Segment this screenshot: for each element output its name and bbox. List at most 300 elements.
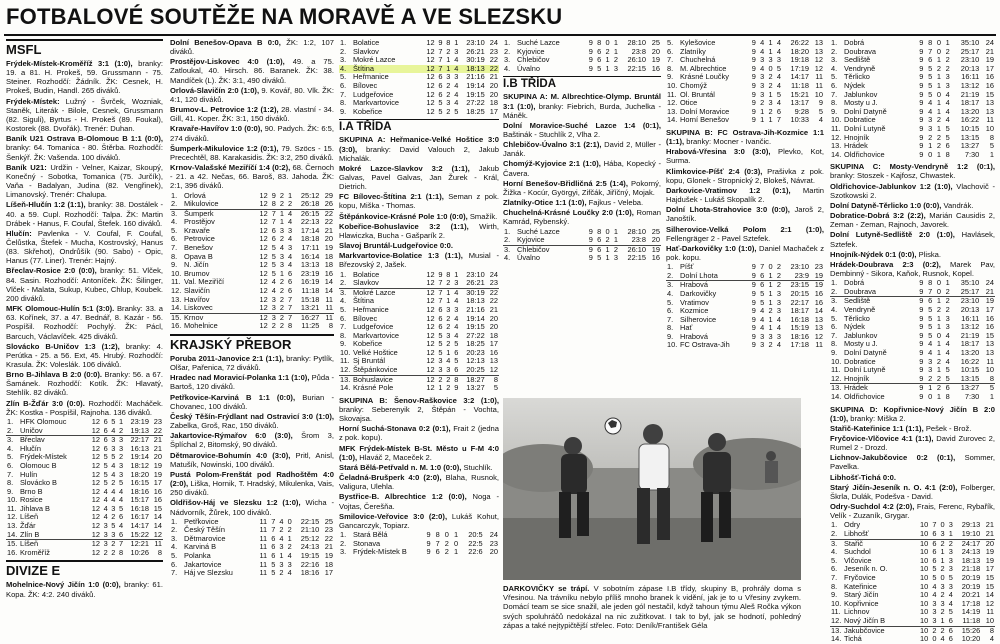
standings-played: 12 [259,225,268,235]
standings-losses: 3 [776,331,781,341]
standings-played: 9 [919,356,924,366]
standings-team: Mokré Lazce [353,287,396,297]
standings-played: 12 [259,294,268,304]
standings-team: Dolní Lutyně [844,123,886,133]
result-report [339,424,499,442]
standings-score: 18:13 [961,555,981,565]
standings-played: 12 [91,503,100,513]
standings-losses: 4 [454,296,459,306]
standings-played: 9 [919,115,924,125]
standings-score: 13:20 [960,347,980,357]
standings-losses: 5 [945,123,950,133]
standings-row [170,569,334,578]
standings-table [339,531,499,557]
standings-draws: 1 [936,365,941,375]
standings-team: Hrádek [844,141,868,151]
standings-rank: 3. [7,435,14,445]
match-result: Slavoj Bruntál-Ludgeřovice 0:0. [339,241,453,251]
match-result: Hnojník-Nýdek 0:1 (0:0), [830,249,917,259]
standings-wins: 6 [103,435,108,445]
match-details: Roman Kamrád, Rybenský. [503,208,661,227]
standings-score: 20:13 [960,63,980,73]
standings-points: 11 [986,115,994,125]
standings-wins: 6 [757,272,765,281]
standings-rank: 10. [171,268,182,278]
standings-played: 12 [255,304,269,313]
standings-team: Bolatice [353,269,380,279]
standings-row [666,116,824,125]
standings-losses: 8 [945,391,950,401]
standings-losses: 2 [945,296,950,306]
match-result: Dobratice-Dobrá 3:2 (2:2), [830,211,926,221]
match-details: Vlachovič - Szotkowski 2. [830,181,995,200]
standings-row [170,304,334,313]
standings-team: Mokré Lazce [353,55,396,65]
standings-team: Brno B [20,486,43,496]
headline-rule [4,34,996,36]
standings-rank: 7. [831,89,838,99]
standings-wins: 5 [271,251,276,261]
standings-score: 23:15 [790,280,809,290]
standings-losses: 4 [945,339,950,349]
standings-team: Úvalno [517,63,541,73]
standings-played: 12 [426,330,435,340]
standings-played: 12 [426,72,435,82]
result-report [830,260,995,278]
standings-played: 9 [751,288,756,298]
standings-score: 11:18 [301,286,320,296]
standings-played: 11 [259,559,268,569]
standings-score: 18:27 [466,374,485,384]
standings-rank: 11. [667,89,677,99]
standings-draws: 2 [279,294,284,304]
standings-losses: 4 [119,495,124,505]
standings-team: Kravaře [184,225,210,235]
standings-score: 22:17 [790,297,809,307]
match-result: Chomýž-Kyjovice 2:1 (1:0), [503,159,601,169]
result-report [830,424,995,433]
section-heading-ia-trida: I.A TŘÍDA [339,119,499,134]
match-details: branky: Mocner - Ivančic. [684,137,772,147]
standings-points: 25 [324,516,333,526]
column-msfl [6,38,163,642]
standings-draws: 1 [768,38,773,47]
standings-losses: 6 [945,141,950,151]
standings-wins: 6 [594,236,602,245]
standings-team: Karviná B [184,542,217,552]
standings-wins: 5 [271,243,276,253]
result-report [830,162,995,180]
standings-wins: 7 [271,208,276,218]
result-report [6,97,163,134]
standings-team: Stonava [353,538,381,548]
standings-team: Kyjovice [516,236,586,245]
standings-losses: 4 [288,208,293,218]
match-result: SKUPINA B: Šenov-Raškovice 3:2 (1:0), [339,395,499,405]
standings-points: 21 [489,72,498,82]
match-details: branky: Fiebrich, Burda, Juchelka - Máněk. [503,101,661,120]
standings-draws: 2 [111,478,116,488]
match-result: FC Bílovec-Štítina 2:1 (1:1), [339,192,444,202]
standings-draws: 0 [444,530,449,540]
standings-points: 13 [814,323,823,333]
standings-team: Slavičín [184,286,210,296]
result-report [6,266,163,303]
standings-played: 12 [259,234,268,244]
standings-wins: 3 [760,80,765,90]
standings-score: 20:5 [468,530,483,540]
standings-rank: 6. [340,80,347,90]
match-result: Bystřice-B. Albrechtice 1:2 (0:0), [339,492,467,502]
standings-score: 23:8 [619,236,647,245]
standings-score: 16:17 [130,512,150,522]
standings-rank: 2. [503,236,516,245]
standings-points: 12 [814,55,823,65]
standings-draws: 2 [279,286,284,296]
match-details: 9. Kovář, 80. Vlk. ŽK: 4:1, 120 diváků. [170,85,334,104]
page-headline: FOTBALOVÉ SOUTĚŽE NA MORAVĚ A VE SLEZSKU [6,4,563,29]
standings-rank: 3. [340,287,347,297]
match-details: 68. Černoch - 21. a 42. Nečas, 66. Baroš, 83. Jahoda. ŽK: 2:1, 396 diváků. [170,163,334,191]
standings-points: 13 [985,339,994,349]
standings-score: 19:10 [954,530,981,539]
standings-points: 15 [985,572,994,582]
standings-points: 24 [489,269,498,279]
result-report [830,405,995,423]
match-details: Frais, Ferenc, Rybařík, Velík - Zuzaník, Grygar. [830,502,995,521]
standings-played: 10 [920,598,929,608]
match-details: Pritl, Anisl, Matušík, Nowinski, 100 diváků. [170,450,334,469]
standings-score: 28:10 [627,38,646,47]
standings-points: 29 [324,190,333,200]
standings-score: 15:18 [300,294,320,304]
standings-points: 26 [320,200,334,209]
standings-points: 15 [985,581,994,591]
standings-draws: 3 [940,581,945,591]
standings-points: 22 [324,533,333,543]
standings-losses: 3 [948,564,953,574]
standings-losses: 4 [119,486,124,496]
standings-team: Jablunkov [844,330,878,340]
standings-losses: 4 [945,89,950,99]
standings-points: 21 [981,530,995,539]
standings-wins: 4 [928,98,933,108]
standings-losses: 4 [454,55,459,65]
standings-played: 9 [919,132,924,142]
standings-score: 26:10 [627,244,646,254]
result-report [6,163,163,200]
standings-rank: 4. [831,304,838,314]
standings-team: Libhošť [843,530,916,539]
standings-wins: 7 [438,296,443,306]
standings-points: 11 [986,607,994,617]
standings-team: Dolní Datyně [844,347,887,357]
standings-team: Šumperk [184,208,214,218]
result-report [170,373,334,391]
standings-points: 18 [489,98,498,108]
standings-losses: 4 [287,568,292,578]
standings-team: Olomouc B [20,460,57,470]
standings-losses: 4 [945,330,950,340]
match-details: branky: Stoszek - Kajfosz, Chwastek. [830,171,956,181]
standings-wins: 3 [928,356,933,366]
standings-rank: 3. [831,538,838,548]
standings-draws: 1 [768,323,773,333]
standings-rank: 9. [831,106,838,116]
match-details: Rozhodčí: Macháček. ŽK: Kostka - Pospíšil, Rajnoha. 136 diváků. [6,398,163,417]
photo-image [503,398,801,580]
standings-rank: 3. [831,296,838,306]
standings-score: 22:16 [300,559,320,569]
standings-played: 9 [919,313,924,323]
match-result: Šumperk-Mikulovice 1:2 (0:1), [170,143,279,153]
standings-played: 9 [751,98,756,108]
standings-score: 16:18 [790,314,809,324]
match-result: Baník U21 Ostrava B-Olomouc B 1:1 (0:0), [6,134,163,144]
standings-draws: 2 [768,80,773,90]
result-report [339,473,499,491]
standings-points: 19 [985,55,994,65]
standings-points: 19 [985,555,994,565]
standings-points: 23 [324,525,333,535]
standings-played: 10 [920,538,929,548]
standings-points: 13 [814,314,823,324]
standings-team: Val. Meziříčí [184,277,225,287]
standings-points: 17 [489,106,498,116]
standings-team: Fryčovice [844,572,876,582]
standings-rank: 14. [667,115,678,125]
standings-wins: 1 [928,383,933,393]
match-result: Smilovice-Veřovice 3:0 (2:0), [339,511,448,521]
standings-rank: 12. [171,286,182,296]
standings-score: 24:13 [961,547,981,557]
standings-wins: 2 [760,98,765,108]
standings-score: 26:15 [300,208,320,218]
match-result: Jakartovice-Rýmařov 6:0 (3:0), [170,431,293,441]
standings-played: 11 [259,516,268,526]
standings-played: 9 [751,306,756,316]
standings-wins: 3 [103,521,108,531]
standings-wins: 5 [928,72,933,82]
standings-score: 25:17 [951,288,980,297]
standings-row [339,279,499,288]
standings-rank: 11. [340,356,350,366]
standings-rank: 9. [7,486,14,496]
standings-score: 13:12 [960,80,980,90]
standings-losses: 3 [945,313,950,323]
standings-team: Píšť [680,262,694,272]
standings-score: 19:13 [124,427,150,436]
standings-losses: 2 [945,55,950,65]
match-result: Dolní Moravice-Suché Lazce 1:4 (0:1), [503,120,661,130]
standings-table [830,521,995,642]
standings-played: 12 [259,190,268,200]
match-details: Fajkus - Veleba. [586,198,644,208]
standings-wins: 3 [760,72,765,82]
match-result: Poruba 2011-Janovice 2:1 (1:1), [170,354,284,363]
standings-points: 19 [810,272,824,281]
standings-played: 9 [588,226,593,236]
match-result: Fryčovice-Vlčovice 4:1 (1:1), [830,433,934,443]
standings-score: 11:18 [791,80,809,90]
match-result: Chuchelná-Krásné Loučky 2:0 (1:0), [503,208,634,218]
standings-team: Sedliště [844,296,871,306]
standings-played: 9 [919,296,924,306]
standings-team: Stařič [844,538,863,548]
standings-points: 20 [985,538,994,548]
standings-wins: 9 [438,269,443,279]
standings-draws: 2 [605,46,610,56]
match-result: Dětmarovice-Bohumín 4:0 (3:0), [170,450,291,460]
standings-losses: 4 [288,217,293,227]
standings-wins: 4 [271,277,276,287]
standings-played: 11 [259,533,268,543]
match-result: Odry-Suchdol 4:2 (2:0), [830,502,915,512]
match-result: Český Těšín-Frýdlant nad Ostravicí 3:0 (1:0), [170,411,334,421]
standings-wins: 5 [597,253,602,263]
standings-played: 9 [751,297,756,307]
standings-rank: 8. [340,98,347,108]
standings-score: 18:16 [130,486,150,496]
standings-team: Prostějov [184,217,215,227]
standings-rank: 1. [831,520,838,530]
standings-wins: 6 [760,280,765,290]
standings-team: Hrabová [680,280,708,290]
standings-team: Štítina [353,296,374,306]
standings-score: 20:25 [459,366,485,375]
standings-points: 11 [154,539,162,549]
standings-played: 12 [91,547,100,557]
section-heading-divize-e: DIVIZE E [6,560,163,578]
standings-rank: 12. [831,615,842,625]
standings-rank: 10. [667,80,678,90]
standings-losses: 4 [288,251,293,261]
standings-rank: 5. [667,38,674,47]
standings-wins: 7 [435,538,440,548]
standings-team: Jakubčovice [844,625,885,635]
standings-table [830,279,995,401]
standings-losses: 1 [453,530,459,540]
standings-points: 10 [814,89,823,99]
standings-wins: 1 [438,383,443,393]
result-report [339,512,499,530]
match-details: Šrom 3, Šplíchal 2, Bitomský, 90 diváků. [170,431,334,450]
standings-draws: 2 [936,141,941,151]
standings-team: Liskovec [183,304,255,313]
standings-score: 16:15 [130,478,150,488]
standings-score: 16:14 [300,251,320,261]
result-report [6,229,163,266]
standings-wins: 3 [760,340,765,350]
standings-losses: 2 [285,200,293,209]
standings-score: 15:26 [961,625,981,635]
standings-losses: 3 [948,520,953,530]
standings-score: 15:19 [790,323,809,333]
match-details: 49. a 75. Zatloukal, 40. Hirsch. 86. Baranek. ŽK: 38. Mandíček (L). ŽK: 3:1, 490 diváků. [170,57,334,85]
standings-rank: 1. [340,530,347,540]
standings-played: 9 [919,46,924,56]
standings-draws: 1 [279,268,284,278]
result-report [170,393,334,411]
standings-wins: 6 [271,234,276,244]
standings-rank: 5. [7,452,14,462]
standings-played: 12 [91,486,100,496]
standings-team: Suchdol [844,547,871,557]
standings-points: 21 [324,225,333,235]
standings-wins: 6 [103,443,108,453]
standings-played: 12 [426,269,435,279]
match-result: Dolní Benešov-Opava B 0:0, [170,38,281,47]
standings-points: 23 [489,538,498,548]
standings-rank: 4. [504,253,511,263]
standings-wins: 6 [103,416,108,426]
standings-wins: 3 [932,598,937,608]
standings-wins: 5 [928,322,933,332]
standings-row [830,393,995,402]
match-result: Orlová-Slavičín 2:0 (1:0), [170,85,260,95]
standings-wins: 8 [928,38,933,47]
match-details: Branky: 56. a 67. Šamánek. Rozhodčí: Kotík. ŽK: Hlavatý, Stehlík. 82 diváků. [6,370,163,398]
standings-team: Dobrá [844,278,865,288]
standings-table [666,39,824,125]
result-report [503,179,661,197]
standings-points: 24 [985,278,994,288]
match-details: Jaroš 2, Janoštík. [666,205,824,224]
result-report [170,144,334,162]
standings-wins: 6 [271,225,276,235]
standings-points: 15 [985,89,994,99]
standings-rank: 12. [831,373,842,383]
standings-team: Petrovice [184,234,215,244]
match-details: Fellengräger 2 - Pavel Sztefek. [666,233,771,243]
standings-losses: 0 [287,516,292,526]
standings-points: 1 [989,391,994,401]
standings-rank: 8. [831,581,838,591]
result-report [170,470,334,497]
standings-team: Polanka [184,551,211,561]
match-result: Stará Bělá-Petřvald n. M. 1:0 (0:0), [339,462,462,472]
standings-points: 19 [814,280,823,290]
standings-score: 9:28 [794,106,809,116]
standings-points: 20 [153,452,162,462]
standings-rank: 2. [830,288,843,297]
match-result: Hrabová-Vřesina 3:0 (3:0), [666,147,771,157]
standings-draws: 4 [279,243,284,253]
standings-score: 13:12 [960,322,980,332]
standings-draws: 1 [768,89,773,99]
standings-draws: 1 [605,244,610,254]
standings-draws: 0 [605,38,610,47]
standings-losses: 3 [119,435,124,445]
standings-draws: 1 [936,72,941,82]
result-report [170,163,334,190]
result-report [830,473,995,482]
standings-points: 11 [815,80,823,90]
standings-losses: 1 [453,547,459,557]
standings-draws: 1 [765,272,773,281]
result-report [170,105,334,123]
standings-points: 22 [489,287,498,297]
match-result: SKUPINA A: M. Albrechtice-Olymp. Bruntál 3:1 (1:0), [503,92,661,111]
standings-played: 9 [751,314,756,324]
standings-draws: 0 [768,262,773,272]
standings-wins: 2 [928,132,933,142]
standings-points: 16 [651,63,660,73]
standings-played: 12 [259,321,268,331]
standings-draws: 1 [936,339,941,349]
match-result: Silherovice-Velká Polom 2:1 (1:0), [666,224,824,234]
standings-rank: 6. [831,564,838,574]
